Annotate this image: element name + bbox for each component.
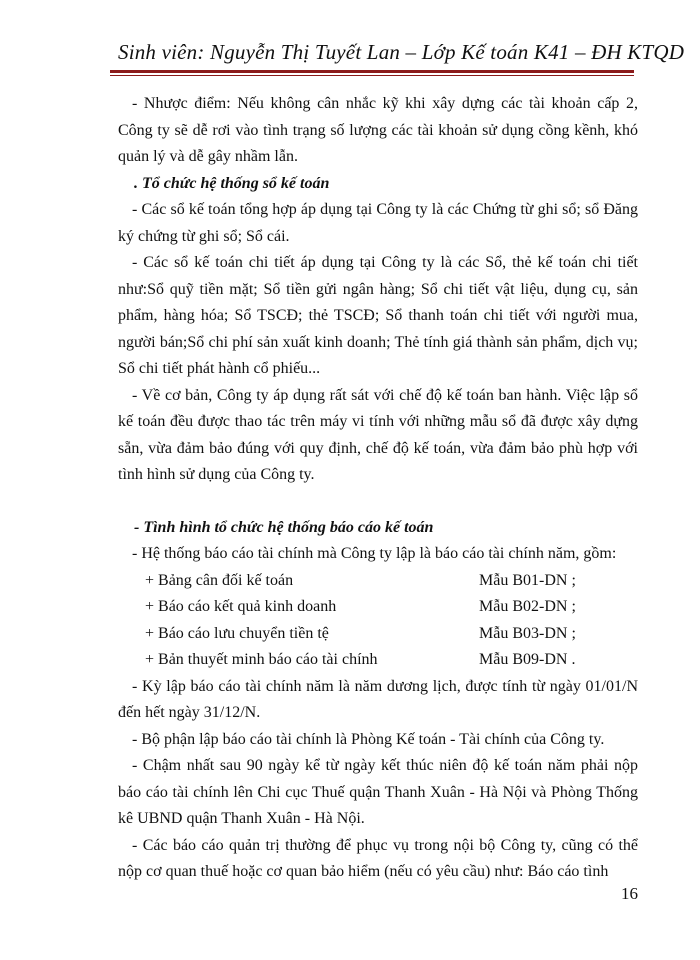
paragraph-management-reports: - Các báo cáo quản trị thường để phục vụ trong nội bộ Công ty, cũng có thể nộp cơ quan thuế hoặc cơ quan bảo hiểm (nếu có yêu cầu) như: Báo cáo tình (118, 836, 638, 880)
page-number: 16 (621, 884, 638, 903)
paragraph-reporting-department: - Bộ phận lập báo cáo tài chính là Phòng Kế toán - Tài chính của Công ty. (132, 730, 605, 748)
page-header: Sinh viên: Nguyễn Thị Tuyết Lan – Lớp Kế toán K41 – ĐH KTQD (118, 40, 685, 64)
paragraph-submission-deadline: - Chậm nhất sau 90 ngày kể từ ngày kết thúc niên độ kế toán năm phải nộp báo cáo tài chính lên Chi cục Thuế quận Thanh Xuân - Hà Nội và Phòng Thống kê UBND quận Thanh Xuân - Hà Nội. (118, 757, 638, 827)
report-code: Mẫu B09-DN . (479, 651, 576, 668)
header-rule-thick (110, 70, 634, 73)
paragraph-disadvantage: - Nhược điểm: Nếu không cân nhắc kỹ khi xây dựng các tài khoản cấp 2, Công ty sẽ dễ rơi vào tình trạng số lượng các tài khoản sử dụng cồng kềnh, khó quản lý và dễ gây nhầm lẫn. (118, 95, 638, 165)
paragraph-basics: - Về cơ bản, Công ty áp dụng rất sát với chế độ kế toán ban hành. Việc lập sổ kế toán đều được thao tác trên máy vi tính với những mẫu sổ đã được xây dựng sẵn, vừa đảm bảo đúng với quy định, chế độ kế toán, vừa đảm bảo phù hợp với tình hình sử dụng của Công ty. (118, 386, 638, 483)
report-list-item (118, 568, 638, 595)
report-name: + Bảng cân đối kế toán (145, 571, 294, 589)
report-list-item (118, 647, 638, 674)
paragraph-report-system: - Hệ thống báo cáo tài chính mà Công ty lập là báo cáo tài chính năm, gồm: (132, 545, 617, 562)
report-code: Mẫu B01-DN ; (479, 571, 576, 589)
section-heading-ledger-system: . Tổ chức hệ thống sổ kế toán (134, 174, 330, 192)
report-code: Mẫu B03-DN ; (479, 624, 576, 642)
paragraph-detail-ledgers: - Các sổ kế toán chi tiết áp dụng tại Công ty là các Sổ, thẻ kế toán chi tiết như:Sổ quỹ tiền mặt; Sổ tiền gửi ngân hàng; Sổ chi tiết vật liệu, dụng cụ, sản phẩm, hàng hóa; Sổ TSCĐ; thẻ TSCĐ; Sổ thanh toán chi tiết với người mua, người bán;Sổ chi phí sản xuất kinh doanh; Thẻ tính giá thành sản phẩm, dịch vụ; Sổ chi tiết phát hành cổ phiếu... (118, 254, 638, 377)
report-name: + Báo cáo kết quả kinh doanh (145, 598, 337, 615)
page-body (118, 91, 638, 886)
paragraph-reporting-period: - Kỳ lập báo cáo tài chính năm là năm dương lịch, được tính từ ngày 01/01/N đến hết ngày 31/12/N. (118, 677, 638, 721)
paragraph-general-ledgers: - Các sổ kế toán tổng hợp áp dụng tại Công ty là các Chứng từ ghi sổ; sổ Đăng ký chứng từ ghi sổ; Sổ cái. (118, 201, 638, 245)
report-name: + Bản thuyết minh báo cáo tài chính (145, 651, 378, 668)
section-heading-reporting-system: - Tình hình tổ chức hệ thống báo cáo kế toán (134, 518, 434, 536)
header-rule-thin (110, 75, 634, 76)
report-code: Mẫu B02-DN ; (479, 598, 576, 615)
report-list-item (118, 621, 638, 648)
spacer (118, 489, 638, 515)
report-list-item (118, 594, 638, 621)
report-name: + Báo cáo lưu chuyển tiền tệ (145, 624, 329, 642)
